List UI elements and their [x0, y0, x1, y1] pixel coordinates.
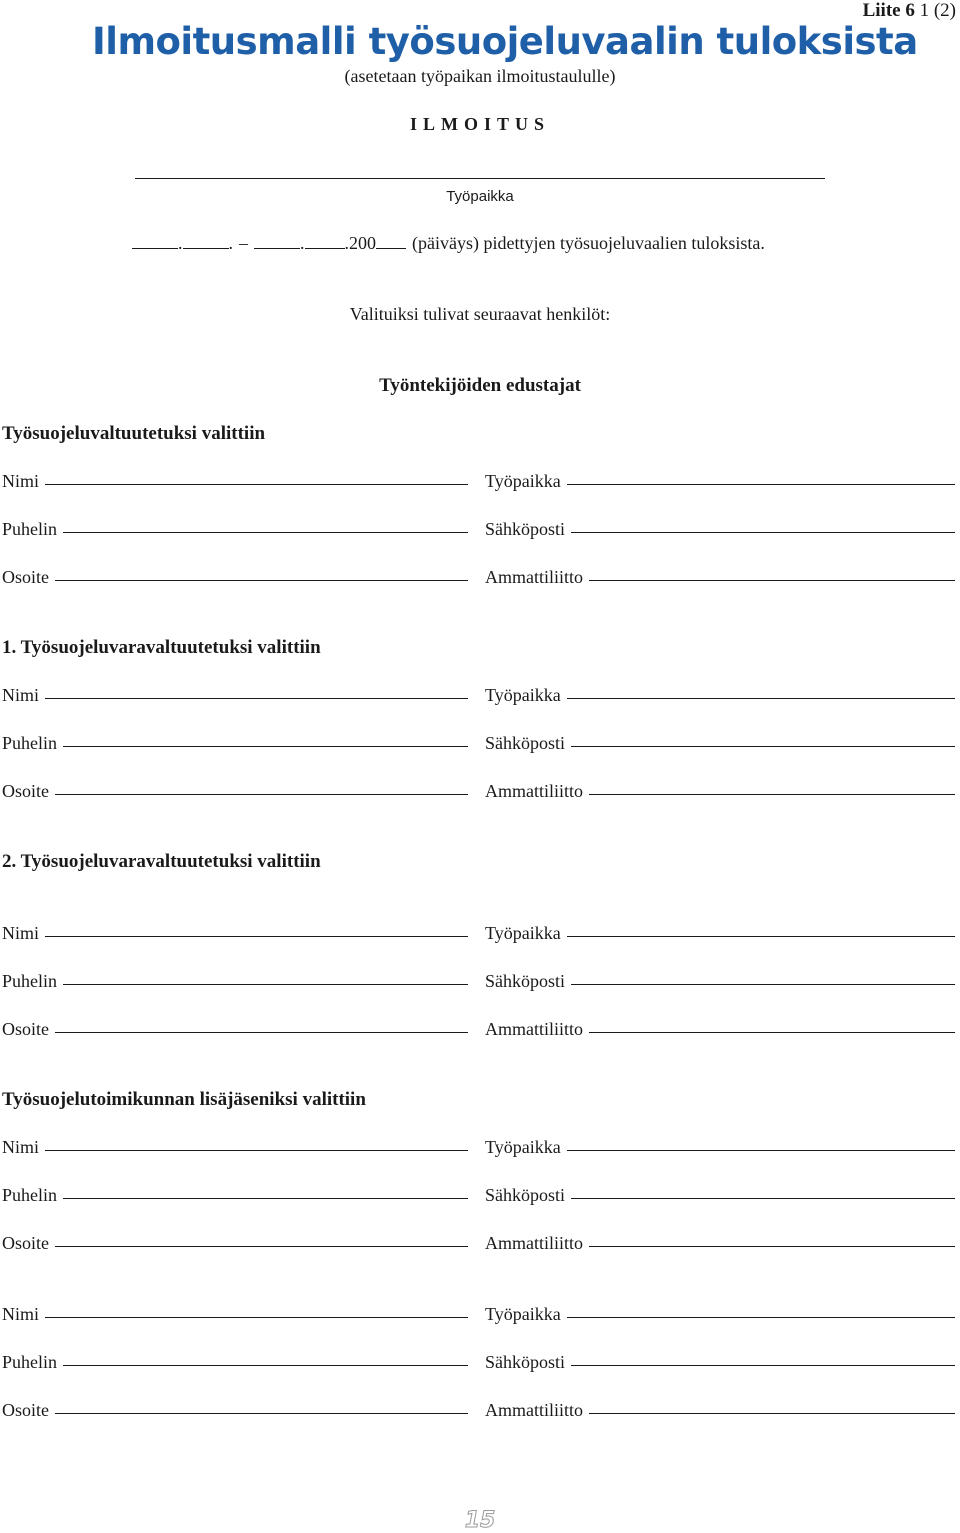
field-line[interactable]: [63, 746, 468, 747]
field-line[interactable]: [567, 484, 955, 485]
name-field[interactable]: [2, 1137, 468, 1158]
field-line[interactable]: [55, 1032, 468, 1033]
year-prefix: .200: [344, 233, 376, 253]
field-label: Puhelin: [2, 1352, 58, 1372]
section-title: 2. Työsuojeluvaravaltuutetuksi valittiin: [2, 851, 321, 872]
name-field[interactable]: [2, 685, 468, 706]
email-field[interactable]: [485, 733, 955, 754]
field-line[interactable]: [571, 1198, 955, 1199]
year-blank[interactable]: [376, 234, 406, 249]
attachment-page: 1 (2): [919, 0, 956, 21]
email-field[interactable]: [485, 1185, 955, 1206]
name-field[interactable]: [2, 471, 468, 492]
date-separator: .: [228, 233, 233, 253]
field-line[interactable]: [63, 1198, 468, 1199]
union-field[interactable]: [485, 1400, 955, 1421]
notice-heading: ILMOITUS: [409, 114, 551, 134]
field-line[interactable]: [571, 746, 955, 747]
field-label: Sähköposti: [485, 519, 566, 539]
union-field[interactable]: [485, 781, 955, 802]
page-subtitle: (asetetaan työpaikan ilmoitustaululle): [344, 66, 616, 86]
field-line[interactable]: [589, 1246, 955, 1247]
field-line[interactable]: [63, 1365, 468, 1366]
field-line[interactable]: [571, 532, 955, 533]
field-label: Ammattiliitto: [485, 1400, 583, 1420]
field-line[interactable]: [55, 1246, 468, 1247]
name-field[interactable]: [2, 1304, 468, 1325]
phone-field[interactable]: [2, 1352, 468, 1373]
field-line[interactable]: [567, 1317, 955, 1318]
field-label: Sähköposti: [485, 733, 566, 753]
phone-field[interactable]: [2, 1185, 468, 1206]
name-field[interactable]: [2, 923, 468, 944]
field-label: Puhelin: [2, 1185, 58, 1205]
phone-field[interactable]: [2, 733, 468, 754]
email-field[interactable]: [485, 1352, 955, 1373]
date-range-dash: –: [239, 233, 248, 253]
field-label: Työpaikka: [485, 685, 561, 705]
field-line[interactable]: [567, 936, 955, 937]
field-label: Työpaikka: [485, 1137, 561, 1157]
day-blank-2[interactable]: [254, 234, 300, 249]
date-separator: .: [178, 233, 183, 253]
month-blank[interactable]: [183, 234, 229, 249]
field-label: Työpaikka: [485, 1304, 561, 1324]
field-line[interactable]: [589, 580, 955, 581]
field-label: Osoite: [2, 781, 49, 801]
field-label: Ammattiliitto: [485, 781, 583, 801]
field-line[interactable]: [63, 984, 468, 985]
section-title: 1. Työsuojeluvaravaltuutetuksi valittiin: [2, 637, 321, 658]
attachment-name: Liite 6: [862, 0, 915, 21]
field-label: Työpaikka: [485, 471, 561, 491]
month-blank-2[interactable]: [305, 234, 345, 249]
workplace-field[interactable]: [485, 1304, 955, 1325]
field-line[interactable]: [567, 698, 955, 699]
field-label: Ammattiliitto: [485, 1233, 583, 1253]
field-label: Nimi: [2, 1304, 40, 1324]
field-label: Sähköposti: [485, 1185, 566, 1205]
field-line[interactable]: [63, 532, 468, 533]
field-label: Nimi: [2, 1137, 40, 1157]
page-number: 15: [464, 1508, 496, 1533]
election-date-line: [132, 233, 765, 254]
field-line[interactable]: [45, 484, 468, 485]
workplace-caption: Työpaikka: [446, 188, 514, 205]
field-label: Ammattiliitto: [485, 1019, 583, 1039]
section-title: Työsuojeluvaltuutetuksi valittiin: [2, 423, 266, 444]
field-line[interactable]: [45, 698, 468, 699]
field-label: Puhelin: [2, 519, 58, 539]
field-line[interactable]: [45, 1150, 468, 1151]
field-label: Osoite: [2, 1400, 49, 1420]
day-blank[interactable]: [132, 234, 178, 249]
field-line[interactable]: [571, 984, 955, 985]
field-label: Osoite: [2, 1019, 49, 1039]
email-field[interactable]: [485, 971, 955, 992]
elected-intro: Valituiksi tulivat seuraavat henkilöt:: [349, 304, 611, 324]
date-line-text: (päiväys) pidettyjen työsuojeluvaalien tuloksista.: [412, 233, 765, 253]
field-label: Sähköposti: [485, 971, 566, 991]
address-field[interactable]: [2, 567, 468, 588]
phone-field[interactable]: [2, 519, 468, 540]
workplace-field[interactable]: [485, 685, 955, 706]
address-field[interactable]: [2, 1233, 468, 1254]
union-field[interactable]: [485, 1233, 955, 1254]
attachment-label: [863, 0, 956, 22]
field-label: Puhelin: [2, 971, 58, 991]
address-field[interactable]: [2, 781, 468, 802]
field-line[interactable]: [589, 794, 955, 795]
phone-field[interactable]: [2, 971, 468, 992]
workplace-field[interactable]: [485, 1137, 955, 1158]
union-field[interactable]: [485, 1019, 955, 1040]
email-field[interactable]: [485, 519, 955, 540]
address-field[interactable]: [2, 1400, 468, 1421]
address-field[interactable]: [2, 1019, 468, 1040]
field-label: Nimi: [2, 685, 40, 705]
workplace-field[interactable]: [485, 471, 955, 492]
field-line[interactable]: [45, 936, 468, 937]
union-field[interactable]: [485, 567, 955, 588]
field-label: Sähköposti: [485, 1352, 566, 1372]
field-line[interactable]: [55, 794, 468, 795]
page-title: Ilmoitusmalli työsuojeluvaalin tuloksista: [92, 20, 918, 63]
workplace-blank-line[interactable]: [135, 178, 825, 179]
field-line[interactable]: [589, 1032, 955, 1033]
field-label: Ammattiliitto: [485, 567, 583, 587]
section-title: Työsuojelutoimikunnan lisäjäseniksi valittiin: [2, 1089, 366, 1110]
date-separator: .: [300, 233, 305, 253]
group-heading: Työntekijöiden edustajat: [379, 375, 581, 396]
field-label: Osoite: [2, 567, 49, 587]
field-line[interactable]: [567, 1150, 955, 1151]
field-label: Työpaikka: [485, 923, 561, 943]
field-label: Nimi: [2, 923, 40, 943]
field-line[interactable]: [589, 1413, 955, 1414]
field-line[interactable]: [571, 1365, 955, 1366]
field-label: Puhelin: [2, 733, 58, 753]
workplace-field[interactable]: [485, 923, 955, 944]
field-label: Osoite: [2, 1233, 49, 1253]
field-label: Nimi: [2, 471, 40, 491]
field-line[interactable]: [55, 580, 468, 581]
field-line[interactable]: [45, 1317, 468, 1318]
field-line[interactable]: [55, 1413, 468, 1414]
